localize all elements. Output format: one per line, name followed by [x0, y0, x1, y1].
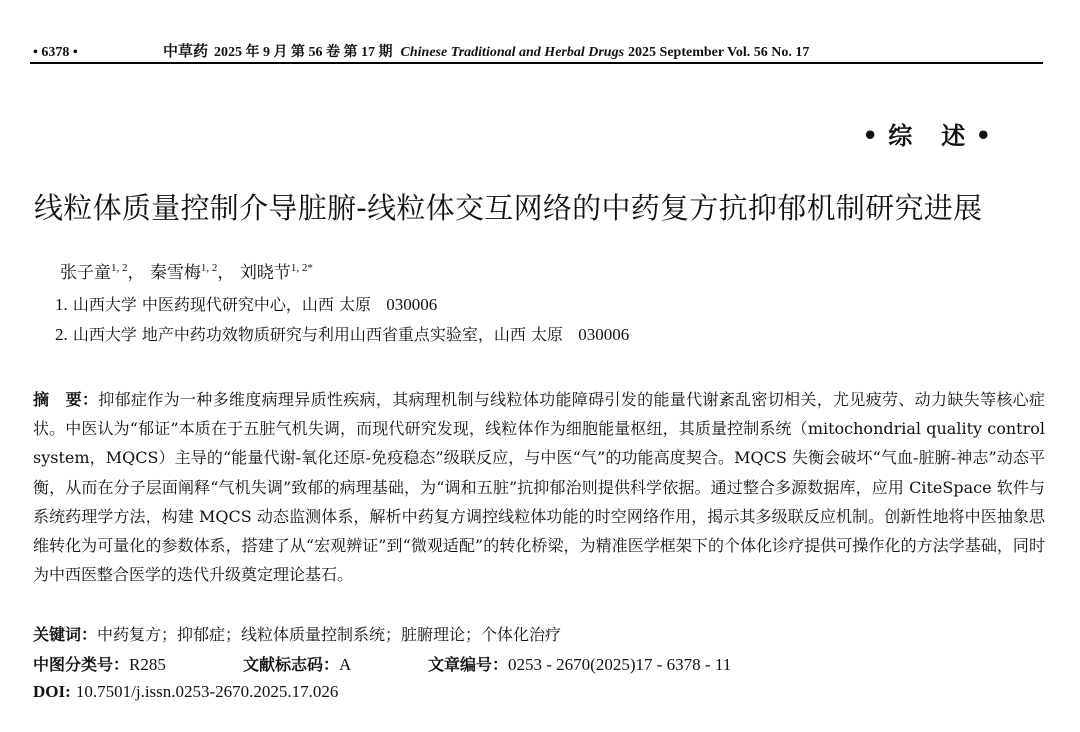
affiliation-2 [55, 322, 629, 345]
clc-number [33, 652, 243, 675]
author-list [60, 258, 313, 283]
doi-value[interactable]: 10.7501/j.issn.0253-2670.2025.17.026 [75, 682, 339, 701]
author-name: 张子童 [60, 263, 111, 283]
author-affil-ref: 1, 2 [200, 262, 218, 274]
author-separator: ， [217, 263, 235, 283]
affiliation-number: 1. [55, 295, 68, 314]
doc-code-label: 文献标志码： [243, 655, 340, 674]
keywords [33, 622, 561, 645]
keywords-label: 关键词： [33, 625, 98, 644]
page-number: • 6378 • [33, 45, 78, 60]
section-tag: • 综 述 • [862, 121, 992, 150]
affiliation-text: 山西大学 中医药现代研究中心，山西 太原 [72, 295, 372, 314]
author-affil-ref: 1, 2 [111, 262, 128, 274]
clc-value: R285 [129, 655, 166, 674]
article-no-label: 文章编号： [428, 655, 509, 674]
affiliation-1 [55, 292, 437, 315]
issue-info-en: 2025 September Vol. 56 No. 17 [628, 45, 810, 60]
doi-line [33, 682, 338, 702]
doi-label: DOI: [33, 682, 71, 701]
article-number [428, 652, 731, 675]
issue-info-cn: 2025 年 9 月 第 56 卷 第 17 期 [214, 45, 393, 60]
abstract-label: 摘 要： [33, 390, 99, 409]
affiliation-text: 山西大学 地产中药功效物质研究与利用山西省重点实验室，山西 太原 [72, 325, 564, 344]
keywords-text: 中药复方；抑郁症；线粒体质量控制系统；脏腑理论；个体化治疗 [97, 625, 562, 644]
clc-label: 中图分类号： [33, 655, 130, 674]
article-title: 线粒体质量控制介导脏腑-线粒体交互网络的中药复方抗抑郁机制研究进展 [34, 191, 983, 225]
author-name: 刘晓节 [239, 263, 291, 283]
affiliation-number: 2. [55, 325, 68, 344]
classification-line [33, 652, 731, 675]
abstract [33, 385, 1045, 589]
abstract-text: 抑郁症作为一种多维度病理异质性疾病，其病理机制与线粒体功能障碍引发的能量代谢紊乱密切相关，尤见疲劳、动力缺失等核心症状。中医认为“郁证”本质在于五脏气机失调，而现代研究发现，线粒体作为细胞能量枢纽，其质量控制系统（mitochondrial quality control system，MQCS）主导的“能量代谢-氧化还原-免疫稳态”级联反应，与中医“气”的功能高度契合。MQCS 失衡会破坏“气血-脏腑-神志”动态平衡，从而在分子层面阐释“气机失调”致郁的病理基础，为“调和五脏”抗抑郁治则提供科学依据。通过整合多源数据库，应用 CiteSpace 软件与系统药理学方法，构建 MQCS 动态监测体系，解析中药复方调控线粒体功能的时空网络作用，揭示其多级联反应机制。创新性地将中医抽象思维转化为可量化的参数体系，搭建了从“宏观辨证”到“微观适配”的转化桥梁，为精准医学框架下的个体化诊疗提供可操作化的方法学基础，同时为中西医整合医学的迭代升级奠定理论基石。 [33, 390, 1045, 585]
journal-name-cn: 中草药 [163, 42, 209, 60]
doc-code-value: A [339, 655, 352, 674]
author-separator: ， [127, 263, 145, 283]
header-rule [30, 62, 1043, 64]
author-name: 秦雪梅 [149, 263, 201, 283]
running-head [33, 40, 1043, 62]
author-affil-ref: 1, 2* [290, 262, 313, 274]
affiliation-zip: 030006 [386, 295, 438, 314]
article-no-value: 0253 - 2670(2025)17 - 6378 - 11 [508, 655, 732, 674]
journal-name-en: Chinese Traditional and Herbal Drugs [400, 45, 625, 60]
affiliation-zip: 030006 [578, 325, 630, 344]
document-code [243, 652, 428, 675]
